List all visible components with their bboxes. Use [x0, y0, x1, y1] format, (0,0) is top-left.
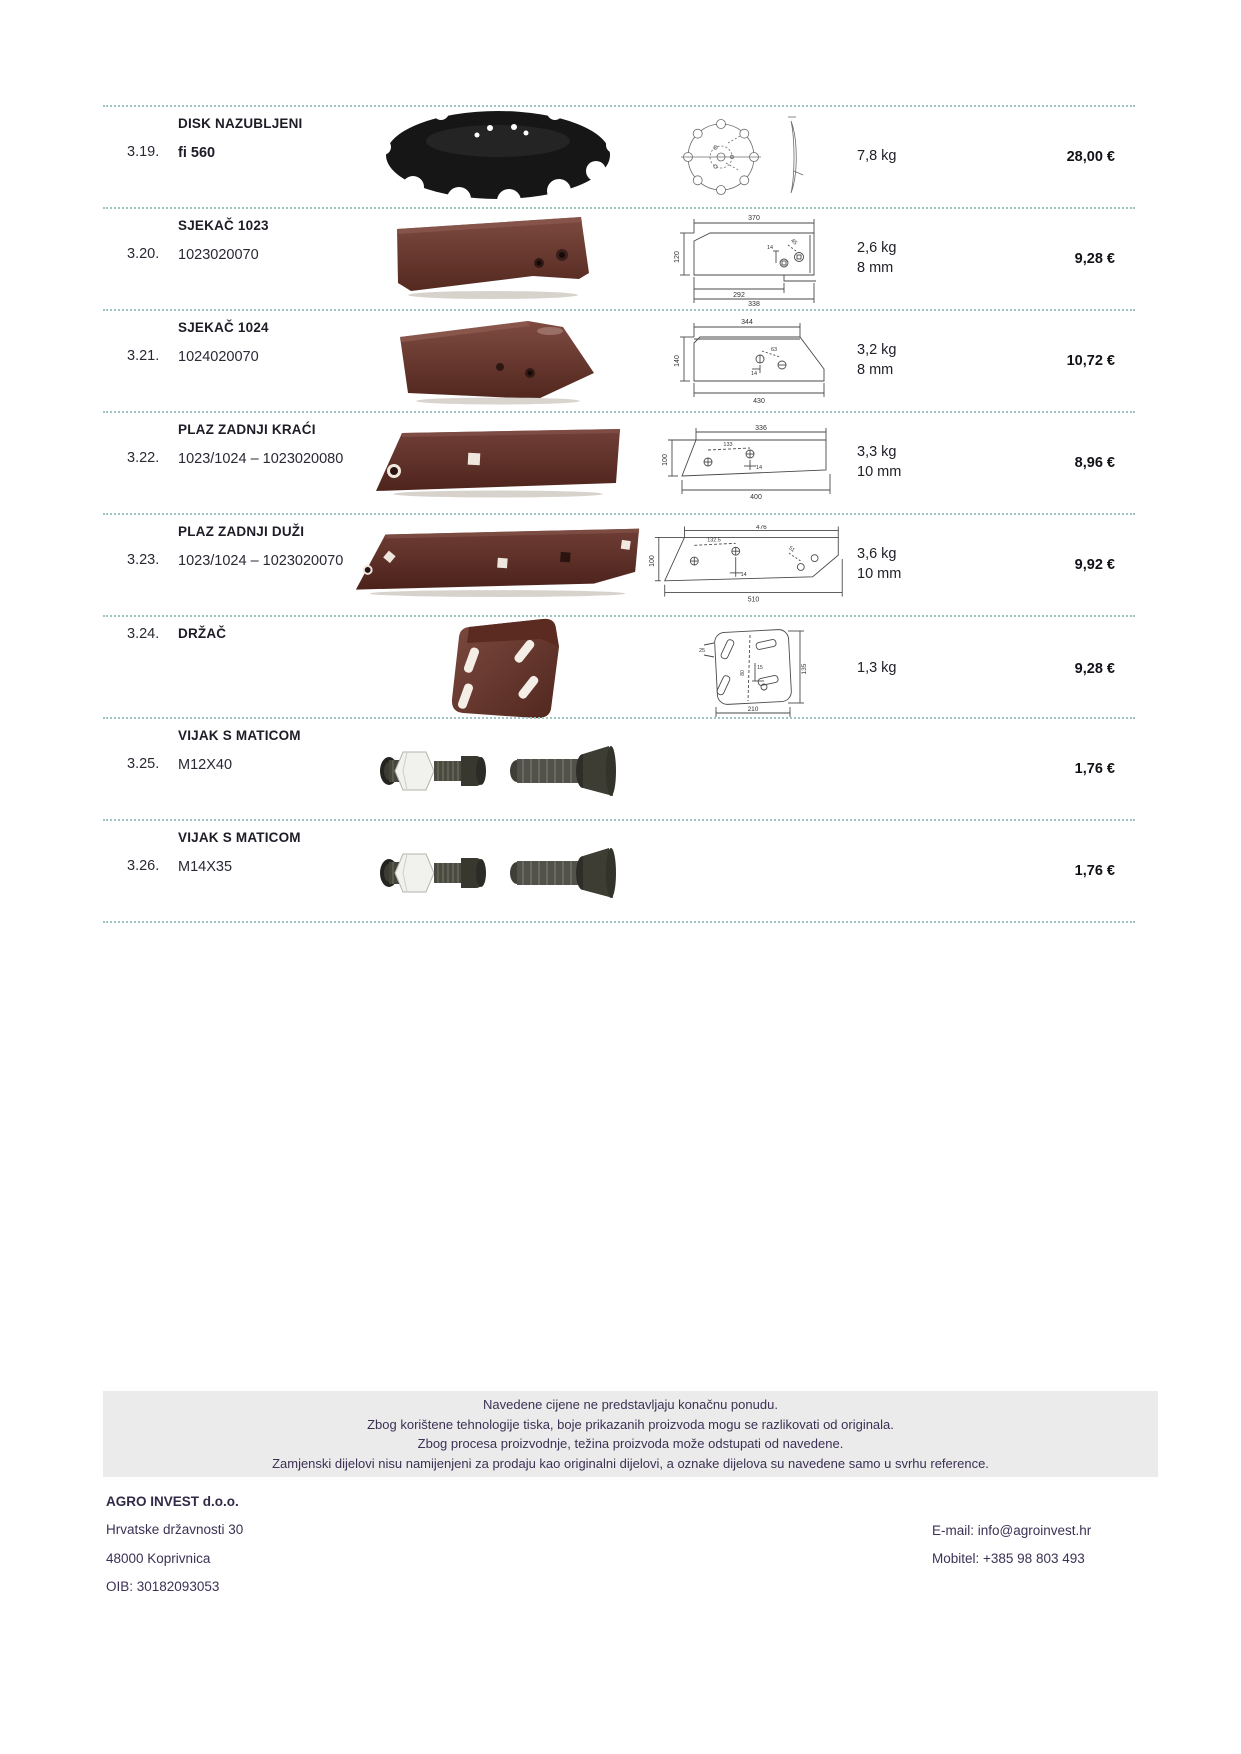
item-code: M12X40 — [178, 757, 233, 773]
notched-disc-photo — [373, 107, 623, 207]
item-price: 9,92 € — [1074, 557, 1115, 573]
item-price: 1,76 € — [1074, 863, 1115, 879]
dim-label: 25 — [698, 648, 705, 654]
blade-drawing — [666, 211, 836, 307]
dim-label: 400 — [749, 494, 762, 501]
item-price: 1,76 € — [1074, 761, 1115, 777]
disclaimer-line: Zamjenski dijelovi nisu namijenjeni za prodaju kao originalni dijelovi, a oznake dijelova su navedene samo u svrhu reference. — [272, 1455, 989, 1471]
bracket-photo — [423, 617, 573, 721]
item-weight: 2,6 kg — [857, 240, 897, 257]
plate-photo — [350, 526, 645, 604]
item-photo — [350, 617, 645, 721]
bracket-drawing — [684, 619, 819, 719]
item-code: M14X35 — [178, 859, 233, 875]
item-weight: 1,3 kg — [857, 660, 897, 677]
dim-label: 51 — [787, 545, 796, 554]
bolt-nut-photo — [373, 833, 623, 909]
company-oib: OIB: 30182093053 — [106, 1579, 220, 1595]
item-weight: 7,8 kg — [857, 148, 897, 165]
item-number: 3.19. — [127, 144, 160, 160]
table-row-vijak-m14x35 — [103, 819, 1135, 923]
dim-label: 135 — [800, 663, 808, 675]
plate-drawing — [654, 424, 849, 502]
item-title: VIJAK S MATICOM — [178, 728, 301, 743]
item-thickness: 10 mm — [857, 566, 902, 582]
plate-drawing — [645, 525, 857, 605]
item-code: 1023020070 — [178, 247, 259, 263]
item-number: 3.20. — [127, 246, 160, 262]
item-drawing — [645, 525, 857, 605]
item-drawing — [645, 424, 857, 502]
dim-label: 336 — [754, 425, 767, 432]
disclaimer-box — [103, 1391, 1158, 1477]
item-thickness: 8 mm — [857, 260, 894, 276]
table-row-sjekac-1023 — [103, 207, 1135, 309]
blade-drawing — [664, 313, 839, 409]
company-name: AGRO INVEST d.o.o. — [106, 1494, 239, 1509]
dim-label: 133 — [722, 442, 733, 448]
item-weight: 3,6 kg — [857, 546, 897, 563]
table-row-drzac — [103, 615, 1135, 717]
item-drawing — [645, 211, 857, 307]
contact-phone: Mobitel: +385 98 803 493 — [932, 1551, 1085, 1567]
dim-label: 15 — [756, 665, 763, 671]
dim-label: 14 — [740, 571, 747, 578]
dim-label: 510 — [747, 596, 760, 604]
item-number: 3.23. — [127, 552, 160, 568]
dim-label: 344 — [740, 319, 753, 326]
dim-label: 63 — [770, 347, 777, 353]
dim-label: 292 — [733, 292, 745, 299]
item-price: 9,28 € — [1074, 661, 1115, 677]
table-row-vijak-m12x40 — [103, 717, 1135, 819]
disclaimer-line: Zbog procesa proizvodnje, težina proizvoda može odstupati od navedene. — [417, 1436, 844, 1451]
item-drawing — [645, 313, 857, 409]
dim-label: 210 — [747, 706, 758, 713]
item-weight: 3,2 kg — [857, 342, 897, 359]
item-title: SJEKAČ 1023 — [178, 218, 269, 233]
item-code: 1023/1024 – 1023020070 — [178, 553, 344, 569]
item-code: 1024020070 — [178, 349, 259, 365]
table-row-disk-nazubljeni — [103, 105, 1135, 207]
item-thickness: 10 mm — [857, 464, 902, 480]
item-title: VIJAK S MATICOM — [178, 830, 301, 845]
contact-email: E-mail: info@agroinvest.hr — [932, 1523, 1092, 1538]
item-number: 3.25. — [127, 756, 160, 772]
item-photo — [350, 213, 645, 305]
item-title: DRŽAČ — [178, 626, 227, 641]
parts-table — [103, 105, 1135, 923]
dim-label: 100 — [648, 555, 656, 567]
item-thickness: 8 mm — [857, 362, 894, 378]
item-photo — [350, 833, 645, 909]
dim-label: 476 — [756, 525, 767, 532]
contact-info — [932, 1517, 1091, 1574]
blade-photo — [383, 213, 613, 305]
item-code: fi 560 — [178, 145, 216, 161]
company-city: 48000 Koprivnica — [106, 1550, 211, 1566]
table-row-plaz-zadnji-kraci — [103, 411, 1135, 513]
item-drawing — [645, 619, 857, 719]
plate-photo — [368, 423, 628, 503]
item-drawing — [645, 111, 857, 203]
blade-photo — [388, 315, 608, 407]
item-weight: 3,3 kg — [857, 444, 897, 461]
item-title: SJEKAČ 1024 — [178, 320, 269, 335]
item-number: 3.26. — [127, 858, 160, 874]
disclaimer-line: Navedene cijene ne predstavljaju konačnu ponudu. — [483, 1397, 778, 1412]
item-photo — [350, 731, 645, 807]
disc-drawing — [676, 111, 826, 203]
table-row-plaz-zadnji-duzi — [103, 513, 1135, 615]
item-title: PLAZ ZADNJI DUŽI — [178, 524, 305, 539]
company-street: Hrvatske državnosti 30 — [106, 1522, 244, 1538]
item-number: 3.21. — [127, 348, 160, 364]
item-price: 10,72 € — [1066, 353, 1115, 369]
item-number: 3.24. — [127, 626, 160, 642]
item-price: 28,00 € — [1066, 149, 1115, 165]
dim-label: 140 — [673, 355, 681, 367]
dim-label: 14 — [766, 245, 774, 251]
company-info — [106, 1488, 243, 1601]
dim-label: 132.5 — [707, 537, 721, 544]
dim-label: 338 — [748, 301, 760, 307]
item-code: 1023/1024 – 1023020080 — [178, 451, 344, 467]
table-row-sjekac-1024 — [103, 309, 1135, 411]
item-title: PLAZ ZADNJI KRAĆI — [178, 422, 316, 437]
item-photo — [350, 526, 645, 604]
dim-label: 100 — [661, 454, 669, 466]
item-number: 3.22. — [127, 450, 160, 466]
item-price: 8,96 € — [1074, 455, 1115, 471]
dim-label: 120 — [674, 251, 681, 263]
disclaimer-line: Zbog korištene tehnologije tiska, boje prikazanih proizvoda mogu se razlikovati od originala. — [367, 1416, 894, 1432]
dim-label: 80 — [739, 670, 746, 676]
dim-label: 45 — [789, 237, 798, 247]
item-photo — [350, 315, 645, 407]
item-title: DISK NAZUBLJENI — [178, 116, 303, 131]
item-photo — [350, 107, 645, 207]
item-price: 9,28 € — [1074, 251, 1115, 267]
dim-label: 430 — [752, 398, 765, 405]
bolt-nut-photo — [373, 731, 623, 807]
item-photo — [350, 423, 645, 503]
dim-label: 14 — [750, 371, 757, 377]
dim-label: 370 — [748, 215, 760, 222]
dim-label: 14 — [755, 465, 762, 471]
